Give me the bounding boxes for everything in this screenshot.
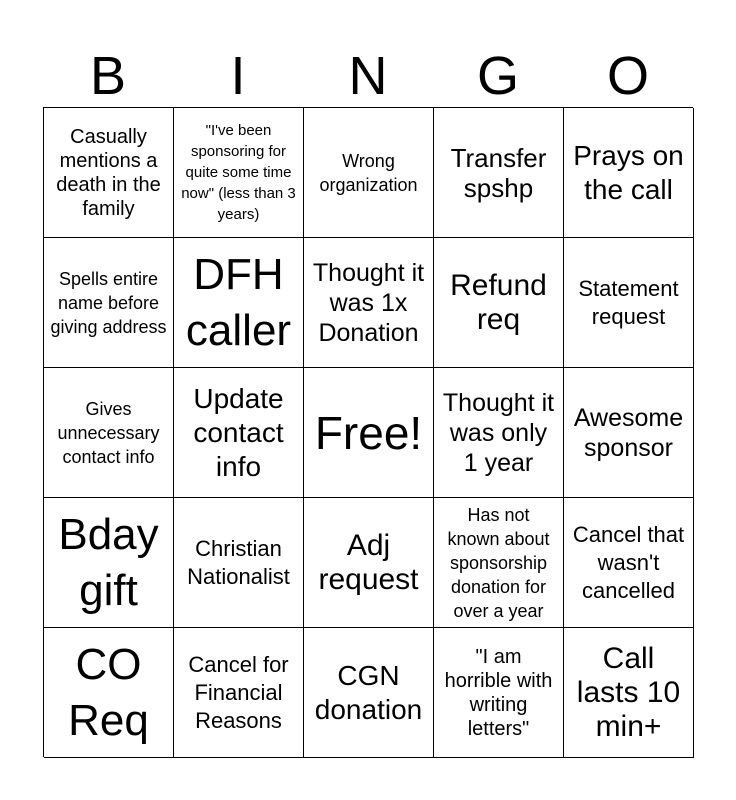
- cell-label: Call lasts 10 min+: [576, 641, 681, 743]
- bingo-cell-r1c1[interactable]: [44, 108, 174, 238]
- bingo-cell-r2c4[interactable]: [434, 238, 564, 368]
- cell-label: Gives unnecessary contact info: [57, 398, 160, 467]
- bingo-cell-r4c4[interactable]: [434, 498, 564, 628]
- header-letter-i: I: [230, 46, 246, 106]
- bingo-cell-r4c1[interactable]: [44, 498, 174, 628]
- cell-label: Update contact info: [193, 382, 284, 482]
- cell-label: "I am horrible with writing letters": [444, 645, 553, 740]
- bingo-cell-r3c2[interactable]: [174, 368, 304, 498]
- bingo-cell-r2c2[interactable]: [174, 238, 304, 368]
- header-letter-g: G: [476, 46, 519, 106]
- bingo-cell-r4c3[interactable]: [304, 498, 434, 628]
- bingo-grid: [43, 107, 693, 757]
- bingo-cell-r5c1[interactable]: [44, 628, 174, 758]
- bingo-cell-r1c3[interactable]: [304, 108, 434, 238]
- bingo-cell-r5c5[interactable]: [564, 628, 694, 758]
- cell-label: Christian Nationalist: [187, 535, 290, 589]
- cell-label: CO Req: [68, 639, 149, 745]
- cell-label: Cancel that wasn't cancelled: [572, 521, 685, 603]
- cell-label: Prays on the call: [573, 139, 684, 205]
- cell-label: Free!: [314, 406, 423, 459]
- cell-label: CGN donation: [314, 659, 423, 725]
- bingo-cell-r4c2[interactable]: [174, 498, 304, 628]
- cell-label: Bday gift: [58, 509, 159, 615]
- cell-label: Wrong organization: [319, 150, 418, 195]
- bingo-cell-r3c3[interactable]: [304, 368, 434, 498]
- cell-label: "I've been sponsoring for quite some time now" (less than 3 years): [181, 122, 296, 223]
- bingo-cell-r4c5[interactable]: [564, 498, 694, 628]
- cell-label: Statement request: [578, 275, 679, 329]
- bingo-cell-r2c1[interactable]: [44, 238, 174, 368]
- bingo-cell-r3c5[interactable]: [564, 368, 694, 498]
- bingo-cell-r2c3[interactable]: [304, 238, 434, 368]
- bingo-cell-r5c4[interactable]: [434, 628, 564, 758]
- cell-label: Has not known about sponsorship donation for over a year: [447, 504, 550, 621]
- bingo-cell-r3c1[interactable]: [44, 368, 174, 498]
- bingo-cell-r2c5[interactable]: [564, 238, 694, 368]
- bingo-cell-r1c4[interactable]: [434, 108, 564, 238]
- header-letter-n: N: [348, 46, 388, 106]
- cell-label: Transfer spshp: [450, 142, 547, 203]
- cell-label: Adj request: [318, 528, 419, 596]
- bingo-cell-r5c2[interactable]: [174, 628, 304, 758]
- header-letter-o: O: [606, 46, 649, 106]
- cell-label: DFH caller: [185, 249, 292, 355]
- cell-label: Thought it was only 1 year: [442, 388, 555, 477]
- cell-label: Cancel for Financial Reasons: [188, 651, 289, 733]
- header-letter-b: B: [89, 46, 127, 106]
- cell-label: Casually mentions a death in the family: [56, 125, 161, 220]
- cell-label: Awesome sponsor: [573, 403, 684, 462]
- cell-label: Spells entire name before giving address: [50, 268, 167, 337]
- bingo-header: [43, 46, 693, 106]
- bingo-cell-r1c5[interactable]: [564, 108, 694, 238]
- bingo-cell-r1c2[interactable]: [174, 108, 304, 238]
- cell-label: Refund req: [450, 268, 547, 336]
- cell-label: Thought it was 1x Donation: [312, 258, 425, 347]
- bingo-cell-r3c4[interactable]: [434, 368, 564, 498]
- bingo-cell-r5c3[interactable]: [304, 628, 434, 758]
